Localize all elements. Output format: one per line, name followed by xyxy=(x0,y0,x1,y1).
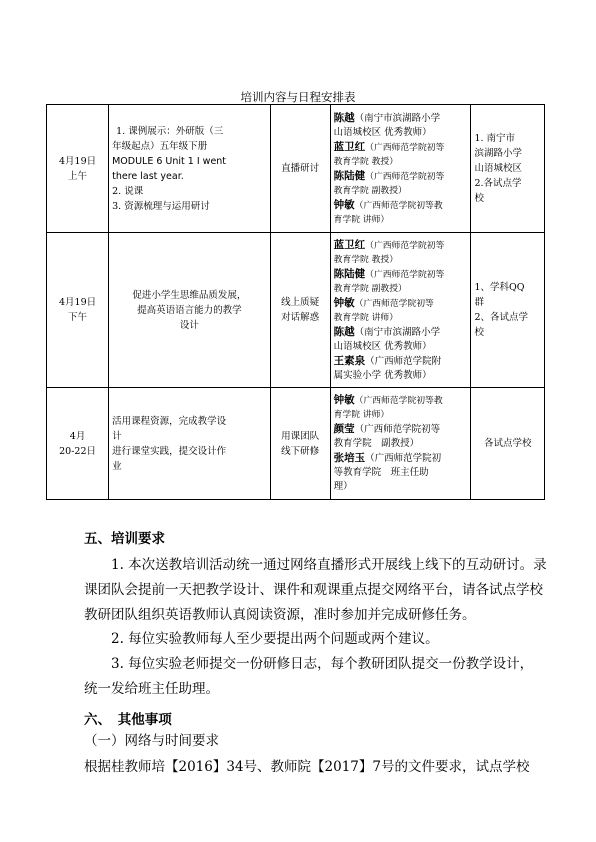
expert-entry xyxy=(334,198,468,227)
paragraph-line xyxy=(84,652,544,677)
expert-affiliation: 教育学院 副教授） xyxy=(333,438,420,449)
expert-affiliation: （广西师范学院初等 xyxy=(365,171,445,182)
place-line: 山语城校区 xyxy=(474,163,522,174)
expert-affiliation: 山语城校区 优秀教师） xyxy=(333,340,432,352)
schedule-table xyxy=(46,104,545,500)
expert-affiliation: （广西师范学院初等 xyxy=(354,424,441,435)
form-cell xyxy=(270,233,330,388)
content-line: 活用课程资源，完成教学设 xyxy=(112,415,227,427)
date-cell xyxy=(47,105,109,233)
paragraph-line: 课团队会提前一天把教学设计、课件和观课重点提交网络平台，请各试点学校 xyxy=(84,582,543,598)
expert-affiliation: （广西师范学院初等教 xyxy=(354,396,443,406)
expert-affiliation: 教育学院 副教授） xyxy=(333,185,407,196)
expert-name: 张培玉 xyxy=(333,452,366,464)
expert-entry xyxy=(334,169,468,198)
date-line: 4月19日 xyxy=(58,297,97,308)
date-line: 上午 xyxy=(68,170,88,182)
expert-entry xyxy=(334,140,468,169)
content-line: 计 xyxy=(112,430,122,442)
expert-name: 王素泉 xyxy=(333,354,366,367)
expert-affiliation: 育学院 讲师） xyxy=(333,214,390,225)
place-line: 校 xyxy=(474,193,484,204)
place-line: 2、各试点学 xyxy=(474,312,528,323)
paragraph-text: 2. 每位实验教师每人至少要提出两个问题或两个建议。 xyxy=(111,631,439,647)
expert-entry xyxy=(334,451,468,494)
content-cell xyxy=(109,233,271,388)
expert-cell xyxy=(330,388,471,500)
expert-name: 颜莹 xyxy=(333,423,355,435)
date-line: 下午 xyxy=(68,312,88,323)
content-line: 2. 说课 xyxy=(112,185,144,197)
expert-affiliation: （广西师范学院初等教 xyxy=(354,200,443,211)
paragraph-line xyxy=(84,627,544,652)
form-line: 线上质疑 xyxy=(281,297,320,308)
paragraph xyxy=(84,755,544,780)
expert-affiliation: （广西师范学院初 xyxy=(365,453,442,464)
expert-name: 陈越 xyxy=(333,325,355,338)
expert-name: 陈越 xyxy=(333,111,355,124)
table-row xyxy=(47,105,545,233)
expert-affiliation: 属实验小学 优秀教师） xyxy=(333,369,432,381)
paragraph-line: （一）网络与时间要求 xyxy=(84,733,219,749)
content-line: 促进小学生思维品质发展， xyxy=(132,289,247,301)
form-line: 对话解惑 xyxy=(281,312,320,323)
expert-affiliation: （南宁市滨湖路小学 xyxy=(354,326,441,338)
table-row xyxy=(47,233,545,388)
expert-entry xyxy=(334,325,468,354)
section-heading: 五、培训要求 xyxy=(84,531,165,547)
date-line: 20-22日 xyxy=(59,445,96,457)
expert-affiliation: 教育学院 教授） xyxy=(333,254,399,265)
expert-affiliation: 教育学院 讲师） xyxy=(333,312,399,323)
expert-name: 蓝卫红 xyxy=(333,238,366,251)
place-cell: 各试点学校 xyxy=(471,388,545,500)
content-line: 进行课堂实践，提交设计作 xyxy=(112,445,227,457)
expert-affiliation: （广西师范学院初等 xyxy=(365,240,445,251)
expert-affiliation: 理） xyxy=(333,481,353,492)
paragraph-text: 3. 每位实验老师提交一份研修日志，每个教研团队提交一份教学设计， xyxy=(111,656,534,672)
paragraph-line: 根据桂教师培【2016】34号、教师院【2017】7号的文件要求，试点学校 xyxy=(84,759,530,775)
paragraph xyxy=(84,627,544,652)
expert-entry xyxy=(334,296,468,325)
expert-affiliation: 等教育学院 班主任助 xyxy=(333,467,429,478)
date-cell xyxy=(47,388,109,500)
form-line: 线下研修 xyxy=(281,445,320,457)
place-cell xyxy=(471,105,545,233)
expert-entry xyxy=(334,422,468,451)
expert-affiliation: （广西师范学院初等 xyxy=(354,298,434,309)
paragraph xyxy=(84,652,544,702)
place-line: 1、学科QQ xyxy=(474,282,525,293)
expert-affiliation: 育学院 讲师） xyxy=(333,410,390,420)
paragraph xyxy=(84,553,547,628)
expert-cell xyxy=(330,233,471,388)
content-cell xyxy=(109,105,271,233)
form-cell xyxy=(270,388,330,500)
expert-affiliation: 教育学院 副教授） xyxy=(333,283,407,294)
expert-cell xyxy=(330,105,471,233)
expert-name: 钟敏 xyxy=(333,198,355,211)
content-line: 业 xyxy=(112,460,122,472)
expert-name: 陈陆健 xyxy=(333,169,366,182)
place-line: 1. 南宁市 xyxy=(474,133,516,144)
content-cell xyxy=(109,388,271,500)
expert-name: 钟敏 xyxy=(333,394,355,406)
content-line: there last year. xyxy=(112,170,184,182)
expert-affiliation: （南宁市滨湖路小学 xyxy=(354,112,441,124)
paragraph-line: 教研团队组织英语教师认真阅读资源，准时参加并完成研修任务。 xyxy=(84,607,476,623)
date-cell xyxy=(47,233,109,388)
paragraph-text: 1. 本次送教培训活动统一通过网络直播形式开展线上线下的互动研讨。录 xyxy=(111,557,547,573)
place-line: 校 xyxy=(474,327,484,338)
expert-name: 陈陆健 xyxy=(333,267,366,280)
table-caption: 培训内容与日程安排表 xyxy=(240,90,356,104)
place-line: 2.各试点学 xyxy=(474,178,522,189)
place-line: 滨湖路小学 xyxy=(474,148,522,159)
form-cell: 直播研讨 xyxy=(270,105,330,233)
content-line: 提高英语语言能力的教学 xyxy=(137,304,242,316)
expert-affiliation: （广西师范学院附 xyxy=(365,355,442,367)
expert-affiliation: （广西师范学院初等 xyxy=(365,142,445,153)
paragraph-line xyxy=(84,553,547,578)
content-line: 设计 xyxy=(179,319,199,331)
content-line: 3. 资源梳理与运用研讨 xyxy=(112,200,210,212)
expert-affiliation: 山语城校区 优秀教师） xyxy=(333,126,432,138)
expert-entry xyxy=(334,267,468,296)
expert-entry xyxy=(334,393,468,422)
expert-entry xyxy=(334,354,468,383)
expert-entry xyxy=(334,238,468,267)
expert-name: 蓝卫红 xyxy=(333,140,366,153)
paragraph xyxy=(84,729,544,754)
place-cell xyxy=(471,233,545,388)
section-heading: 六、 其他事项 xyxy=(84,712,172,728)
paragraph-line: 统一发给班主任助理。 xyxy=(84,681,219,697)
table-row xyxy=(47,388,545,500)
expert-affiliation: （广西师范学院初等 xyxy=(365,269,445,280)
date-line: 4月19日 xyxy=(58,155,97,167)
place-line: 群 xyxy=(474,297,484,308)
content-line: MODULE 6 Unit 1 I went xyxy=(112,155,227,167)
content-line: 1. 课例展示：外研版（三 xyxy=(116,125,224,137)
expert-entry xyxy=(334,111,468,140)
form-line: 用课团队 xyxy=(281,430,320,442)
date-line: 4月 xyxy=(69,430,86,442)
content-line: 年级起点）五年级下册 xyxy=(112,140,208,152)
expert-name: 钟敏 xyxy=(333,296,355,309)
expert-affiliation: 教育学院 教授） xyxy=(333,156,399,167)
